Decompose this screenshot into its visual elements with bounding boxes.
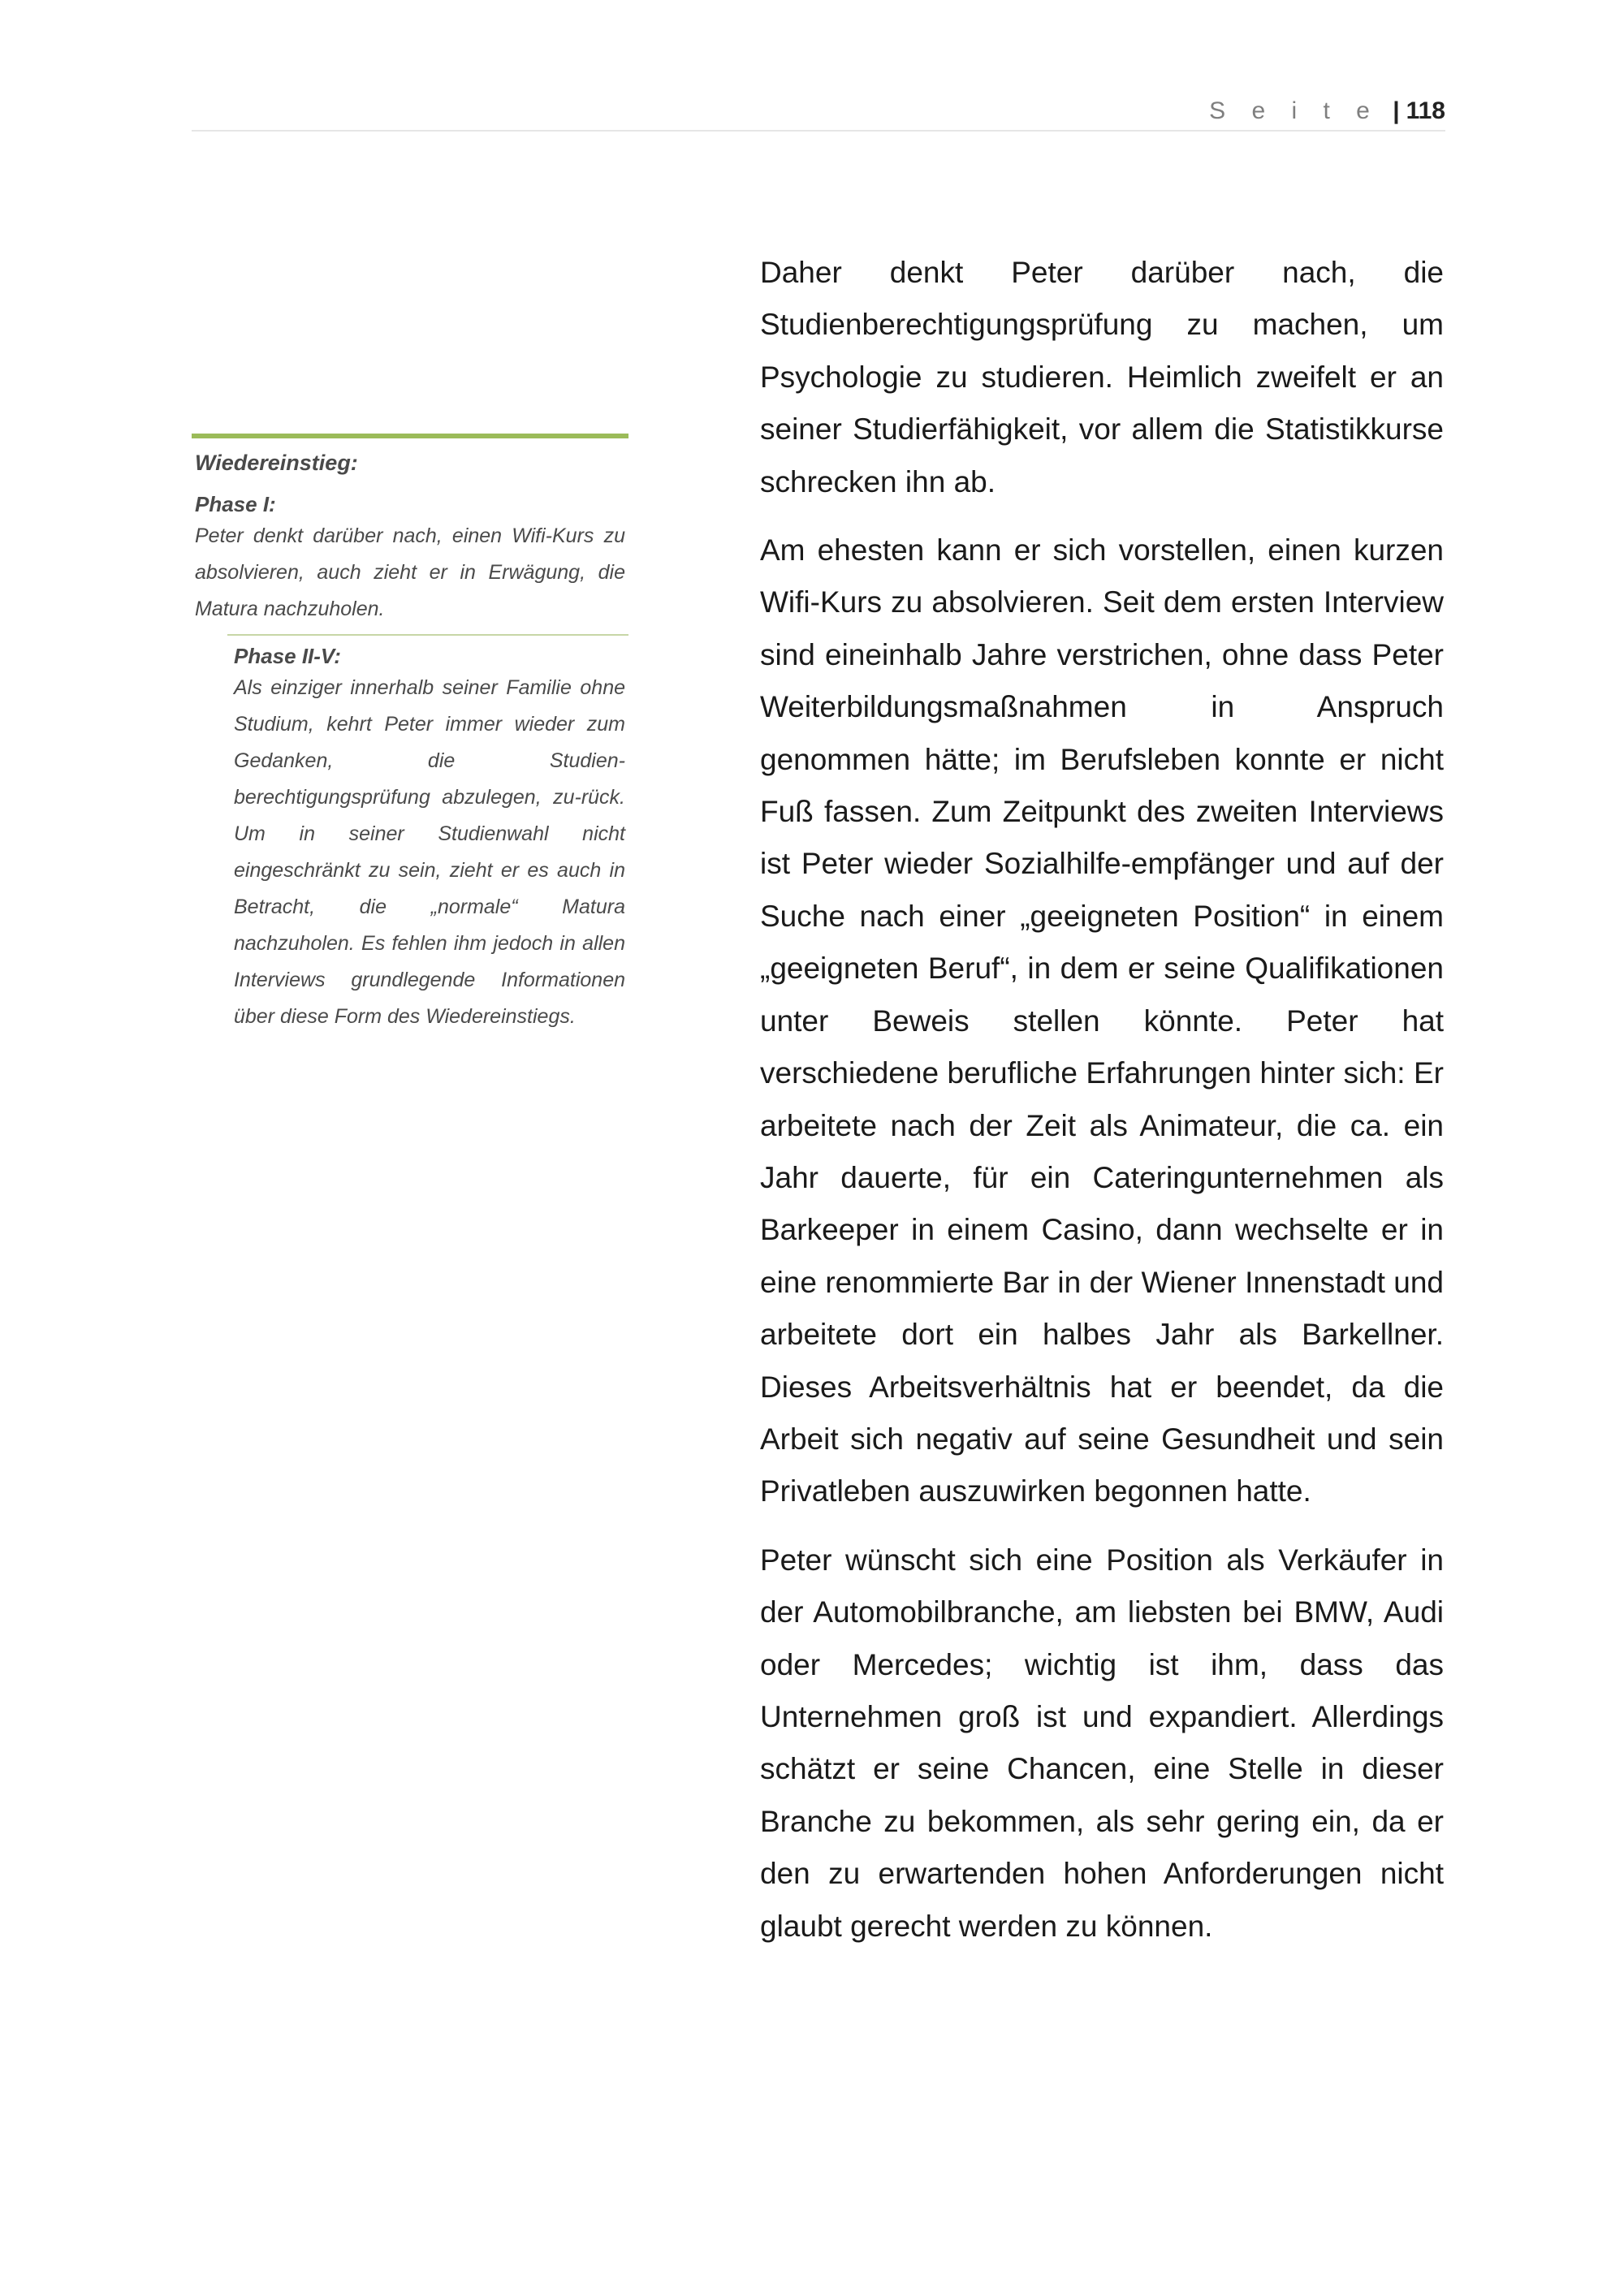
paragraph-2: Am ehesten kann er sich vorstellen, einen kurzen Wifi-Kurs zu absolvieren. Seit dem ersten Interview sind eineinhalb Jahre verstrichen, ohne dass Peter Weiterbildungsmaßnahmen in Anspruch genommen hätte; im Berufsleben konnte er nicht Fuß fassen. Zum Zeitpunkt des zweiten Interviews ist Peter wieder Sozialhilfe-empfänger und auf der Suche nach einer „geeigneten Position“ in einem „geeigneten Beruf“, in dem er seine Qualifikationen unter Beweis stellen könnte. Peter hat verschiedene berufliche Erfahrungen hinter sich: Er arbeitete nach der Zeit als Animateur, die ca. ein Jahr dauerte, für ein Cateringunternehmen als Barkeeper in einem Casino, dann wechselte er in eine renommierte Bar in der Wiener Innenstadt und arbeitete dort ein halbes Jahr als Barkellner. Dieses Arbeitsverhältnis hat er beendet, da die Arbeit sich negativ auf seine Gesundheit und sein Privatleben auszuwirken begonnen hatte. [760,533,1444,1508]
phase1-text: Peter denkt darüber nach, einen Wifi-Kurs zu absolvieren, auch zieht er in Erwägung, die Matura nachzuholen. [195,524,625,620]
phase2-heading: Phase II-V: [234,644,341,668]
main-text [760,247,1444,1969]
seite-label: S e i t e [1209,97,1380,124]
phase1-heading: Phase I: [195,492,276,516]
phase-divider [227,634,628,636]
margin-note-top-rule [192,434,628,438]
page-number-label [1209,97,1445,125]
page-number-separator: | [1393,97,1400,124]
phase2-text: Als einziger innerhalb seiner Familie ohne Studium, kehrt Peter immer wieder zum Gedanken, die Studien-berechtigungsprüfung abzulegen, zu-rück. Um in seiner Studienwahl nicht eingeschränkt zu sein, zieht er es auch in Betracht, die „normale“ Matura nachzuholen. Es fehlen ihm jedoch in allen Interviews grundlegende Informationen über diese Form des Wiedereinstiegs. [234,676,625,1028]
margin-note-title: Wiedereinstieg: [195,451,358,475]
margin-note [192,434,628,1035]
page-header [192,91,1445,132]
paragraph-3: Peter wünscht sich eine Position als Verkäufer in der Automobilbranche, am liebsten bei BMW, Audi oder Mercedes; wichtig ist ihm, dass das Unternehmen groß ist und expandiert. Allerdings schätzt er seine Chancen, eine Stelle in dieser Branche zu bekommen, als sehr gering ein, da er den zu erwartenden hohen Anforderungen nicht glaubt gerecht werden zu können. [760,1543,1444,1943]
phase2-block [234,642,625,1035]
paragraph-1: Daher denkt Peter darüber nach, die Studienberechtigungsprüfung zu machen, um Psychologie zu studieren. Heimlich zweifelt er an seiner Studierfähigkeit, vor allem die Statistikkurse schrecken ihn ab. [760,256,1444,498]
page-number-value: 118 [1406,97,1445,124]
page-number [1393,97,1445,124]
